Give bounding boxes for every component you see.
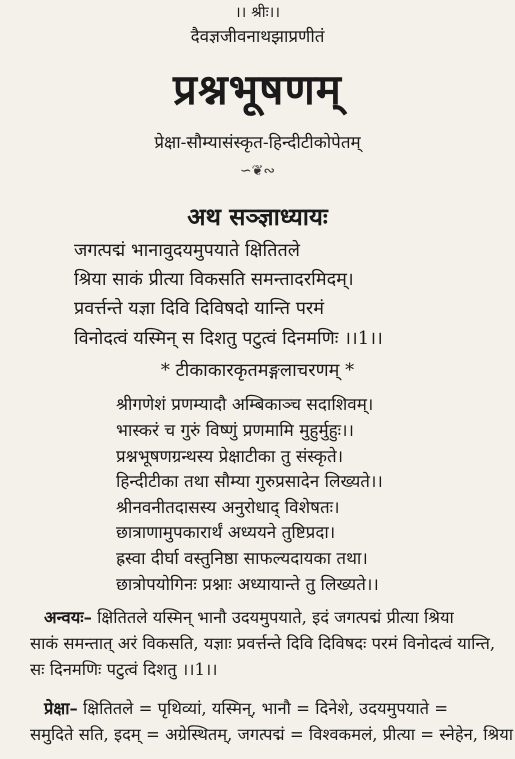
chapter-heading: अथ सञ्ज्ञाध्यायः [187, 202, 328, 231]
book-subtitle: प्रेक्षा-सौम्यासंस्कृत-हिन्दीटीकोपेतम् [154, 133, 361, 153]
anvaya-label: अन्वयः– [44, 608, 92, 627]
preksha-paragraph-line [44, 696, 448, 719]
preksha-label: प्रेक्षा– [44, 699, 78, 718]
verse-line: जगत्पद्मं भानावुदयमुपयाते क्षितितले [74, 240, 300, 261]
shloka-line: प्रश्नभूषणग्रन्थस्य प्रेक्षाटीका तु संस्कृते। [116, 447, 344, 467]
author-line: दैवज्ञजीवनाथझाप्रणीतं [190, 27, 325, 47]
shloka-line: श्रीगणेशं प्रणम्यादौ अम्बिकाञ्च सदाशिवम्। [116, 395, 374, 415]
tika-heading: * टीकाकारकृतमङ्गलाचरणम् * [160, 360, 355, 381]
preksha-paragraph-line: समुदिते सति, इदम् = अग्रेस्थितम्, जगत्पद्मं = विश्वकमलं, प्रीत्या = स्नेहेन, श्रिया [30, 725, 514, 744]
shloka-line: श्रीनवनीतदासस्य अनुरोधाद् विशेषतः। [116, 498, 340, 518]
invocation: ।। श्रीः।। [234, 3, 281, 21]
preksha-text: क्षितितले = पृथिव्यां, यस्मिन्, भानौ = दिनेशे, उदयमुपयाते = [77, 699, 449, 718]
verse-line: श्रिया साकं प्रीत्या विकसति समन्तादरमिदम्। [74, 269, 354, 290]
shloka-line: छात्राणामुपकारार्थं अध्ययने तुष्टिप्रदा। [116, 523, 336, 543]
shloka-line: हिन्दीटीका तथा सौम्या गुरुप्रसादेन लिख्यते।। [116, 472, 383, 492]
anvaya-text: क्षितितले यस्मिन् भानौ उदयमुपयाते, इदं जगत्पद्मं प्रीत्या श्रिया [91, 608, 454, 627]
shloka-line: भास्करं च गुरुं विष्णुं प्रणमामि मुहुर्मुहुः।। [116, 421, 354, 441]
shloka-line: छात्रोपयोगिनः प्रश्नाः अध्यायान्ते तु लिख्यते।। [116, 575, 379, 595]
anvaya-paragraph-line [44, 605, 454, 628]
verse-line: प्रवर्त्तन्ते यज्ञा दिवि दिविषदो यान्ति परमं [74, 298, 325, 319]
shloka-line: ह्रस्वा दीर्घा वस्तुनिष्ठा साफल्यदायका तथा। [116, 549, 368, 569]
book-title: प्रश्नभूषणम् [173, 65, 342, 114]
anvaya-paragraph-line: साकं समन्तात् अरं विकसति, यज्ञाः प्रवर्त्तन्ते दिवि दिविषदः परमं विनोदत्वं यान्ति, [30, 634, 496, 653]
ornament-divider: ∽❦∾ [239, 163, 276, 179]
anvaya-paragraph-line: सः दिनमणिः पटुत्वं दिशतु ।।1।। [30, 660, 218, 679]
verse-line: विनोदत्वं यस्मिन् स दिशतु पटुत्वं दिनमणिः ।।1।। [74, 328, 383, 349]
